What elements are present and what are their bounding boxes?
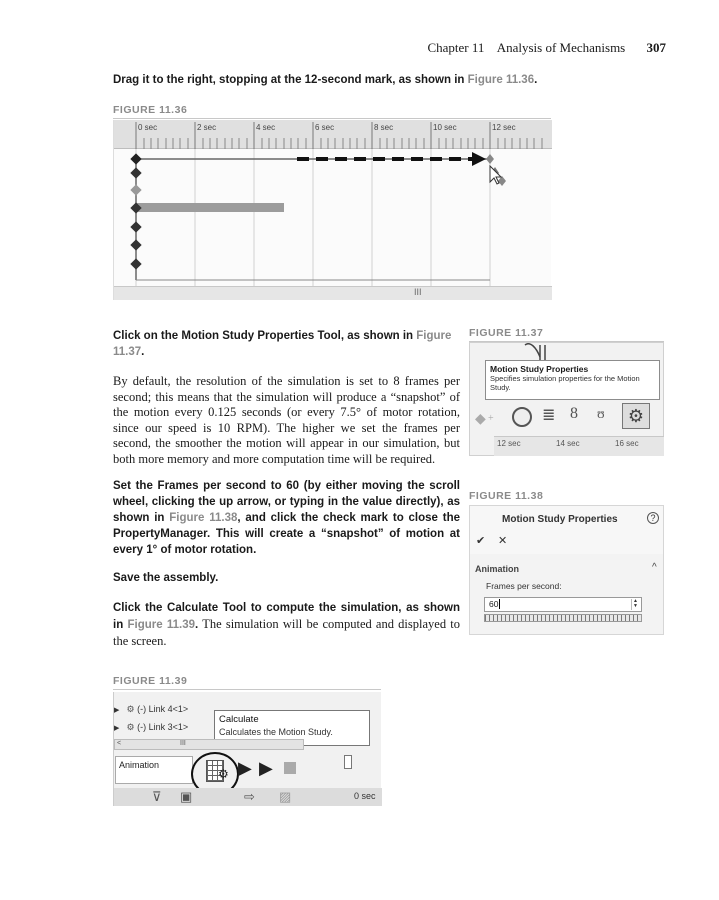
figure-link[interactable]: Figure 11.37 — [113, 330, 452, 358]
part-icon: ⚙ — [126, 704, 135, 714]
tree-row-label: (-) Link 4<1> — [137, 704, 189, 714]
tooltip-text: Specifies simulation properties for the Motion Study. — [490, 374, 640, 392]
instruction-properties-tool — [113, 328, 460, 360]
damper-icon[interactable]: 8 — [570, 405, 578, 422]
figure-label: FIGURE 11.36 — [113, 104, 551, 119]
tooltip-text: Calculates the Motion Study. — [219, 727, 333, 737]
running-head — [0, 40, 666, 56]
motor-icon[interactable] — [512, 407, 532, 427]
ok-check-button[interactable]: ✔ — [476, 535, 486, 547]
timeline-figure — [113, 120, 551, 300]
instruction-save: Save the assembly. — [113, 572, 219, 584]
figure-link[interactable]: Figure 11.39 — [127, 619, 196, 631]
spring-icon[interactable]: ≣ — [542, 407, 556, 424]
tick-label: 10 sec — [433, 123, 457, 132]
timeline-scrollbar[interactable] — [114, 286, 552, 300]
tree-scrollbar[interactable] — [114, 739, 304, 750]
scroll-left-icon[interactable]: < — [117, 740, 122, 747]
cancel-button[interactable]: ✕ — [498, 535, 508, 547]
instruction-text: . — [195, 619, 199, 631]
instruction-frames — [113, 478, 460, 558]
gear-icon: ⚙ — [218, 767, 229, 781]
property-manager-title: Motion Study Properties — [502, 514, 618, 525]
figure-link[interactable]: Figure 11.36 — [467, 74, 535, 86]
collapse-caret-icon[interactable]: ^ — [652, 562, 657, 573]
body-paragraph: By default, the resolution of the simulation is set to 8 frames per second; this means that the simulation will produce a “snapshot” of the motion every 0.125 seconds (or every 7.5° of motor rotation, since our speed is 10 RPM). The higher we set the frames per second, the smoother the motion will appear in our simulation, but both more memory and more computation time will be required. — [113, 374, 460, 466]
expand-arrow-icon[interactable]: ▶ — [114, 707, 120, 714]
tick-label: 12 sec — [492, 123, 516, 132]
help-icon[interactable]: ? — [647, 512, 659, 524]
time-label: 0 sec — [354, 791, 376, 801]
motion-manager-figure — [113, 692, 381, 806]
study-type-select[interactable] — [115, 756, 193, 784]
tick-label: 6 sec — [315, 123, 335, 132]
contact-icon[interactable]: ʊ — [597, 407, 605, 422]
filter-icon[interactable]: ⊽ — [152, 789, 162, 804]
toolbar-figure — [469, 342, 664, 456]
tick-label: 14 sec — [556, 439, 580, 448]
tick-label: 4 sec — [256, 123, 276, 132]
fps-label: Frames per second: — [486, 581, 562, 591]
fps-spinner[interactable]: ▲ ▼ — [631, 599, 639, 610]
play-from-start-icon[interactable]: ▶ — [238, 758, 252, 778]
tick-label: 16 sec — [615, 439, 639, 448]
tick-label: 0 sec — [138, 123, 158, 132]
tick-label: 12 sec — [497, 439, 521, 448]
instruction-drag — [113, 72, 673, 88]
play-icon[interactable]: ▶ — [259, 758, 273, 778]
fps-value: 60 — [489, 599, 499, 609]
tooltip-title: Motion Study Properties — [490, 364, 589, 374]
figure-label: FIGURE 11.38 — [469, 490, 544, 502]
instruction-text: Drag it to the right, stopping at the 12-second mark, as shown in — [113, 74, 468, 86]
playback-slider[interactable] — [344, 755, 352, 769]
property-manager-figure — [469, 505, 664, 635]
study-type-value: Animation — [119, 760, 160, 770]
timeline-graphic — [114, 120, 552, 300]
instruction-text: Click on the Motion Study Properties Tool, as shown in — [113, 330, 417, 342]
fps-input[interactable] — [484, 597, 642, 612]
chapter-title: Analysis of Mechanisms — [496, 40, 626, 55]
camera-icon[interactable]: ▣ — [180, 789, 193, 804]
tooltip — [485, 360, 660, 400]
stop-icon[interactable] — [284, 762, 296, 774]
instruction-text: , and click the check mark to close the PropertyManager. This will create a “snapshot” of motion at every 1° of motor rotation. — [113, 512, 461, 556]
scroll-grip: III — [414, 287, 422, 297]
page-number: 307 — [646, 40, 666, 55]
tick-label: 8 sec — [374, 123, 394, 132]
scroll-grip: III — [180, 740, 186, 747]
section-heading: Animation — [475, 564, 519, 574]
figure-link[interactable]: Figure 11.38 — [169, 512, 238, 524]
tree-row-label: (-) Link 3<1> — [137, 722, 189, 732]
figure-label: FIGURE 11.39 — [113, 675, 381, 690]
instruction-text: . — [534, 74, 538, 86]
tooltip-title: Calculate — [219, 714, 259, 725]
part-icon: ⚙ — [126, 722, 135, 732]
instruction-text: Click the Calculate Tool to compute the simulation, as shown in — [113, 602, 460, 631]
motion-study-properties-button[interactable]: ⚙ — [622, 403, 650, 429]
tick-label: 2 sec — [197, 123, 217, 132]
chapter-number: Chapter 11 — [427, 40, 485, 55]
diamond-key-icon[interactable]: ◆ — [475, 412, 486, 427]
fps-slider[interactable] — [484, 614, 642, 622]
add-key-icon[interactable]: + — [488, 413, 494, 424]
expand-arrow-icon[interactable]: ▶ — [114, 725, 120, 732]
instruction-text: Set the Frames per second to 60 (by either moving the scroll wheel, clicking the up arrow, or typing in the value directly), as shown in — [113, 480, 460, 524]
instruction-text: . — [141, 346, 145, 358]
instruction-calculate — [113, 600, 460, 650]
instruction-tail: The simulation will be computed and displayed to the screen. — [113, 617, 460, 648]
arrow-icon[interactable]: ⇨ — [244, 789, 255, 804]
figure-label: FIGURE 11.37 — [469, 327, 664, 342]
timeline-ruler — [494, 436, 664, 456]
chart-icon[interactable]: ▨ — [279, 789, 292, 804]
